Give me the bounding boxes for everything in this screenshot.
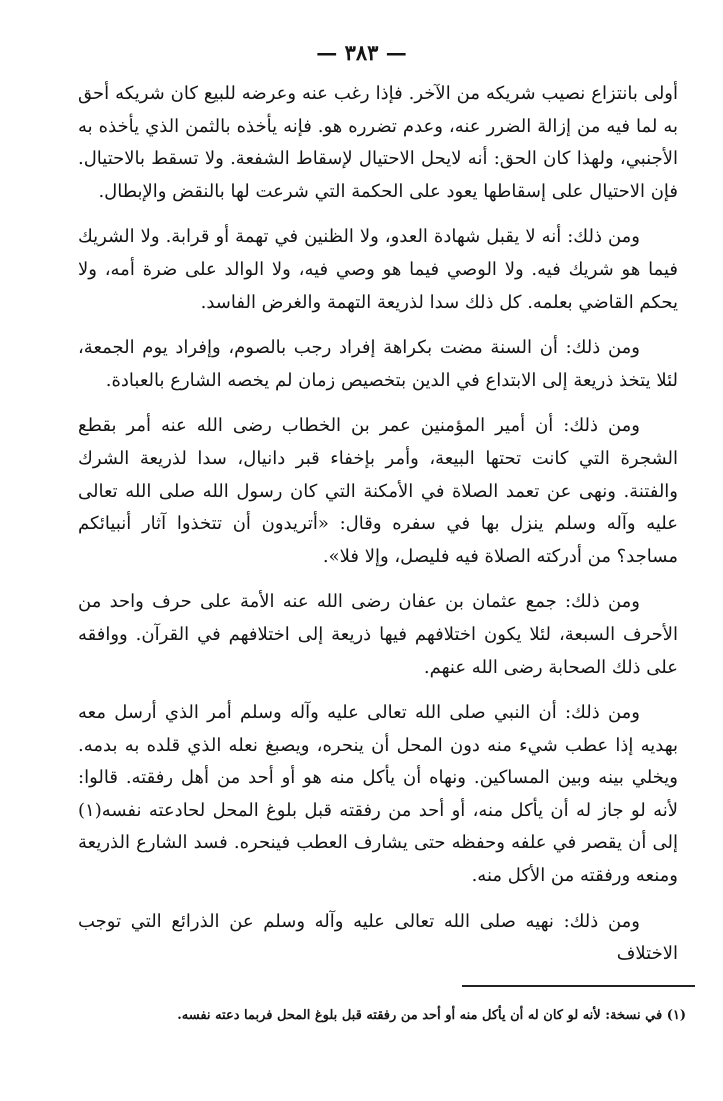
paragraph-hady: ومن ذلك: أن النبي صلى الله تعالى عليه وآله وسلم أمر الذي أرسل معه بهديه إذا عطب شيء منه دون المحل أن ينحره، ويصبغ نعله الذي قلده به بدمه. ويخلي بينه وبين المساكين. ونهاه أن يأكل منه هو أو أحد من أهل رفقته. قالوا: لأنه لو جاز له أن يأكل منه، أو أحد من رفقته قبل بلوغ المحل لحادعته نفسه(١) إلى أن يقصر في علفه وحفظه حتى يشارف العطب فينحره. فسد الشارع الذريعة ومنعه ورفقته من الأكل منه. (78, 702, 678, 887)
page-number: — ٣٨٣ — (316, 40, 407, 65)
footnote-divider (462, 985, 695, 987)
paragraph-uthman: ومن ذلك: جمع عثمان بن عفان رضى الله عنه الأمة على حرف واحد من الأحرف السبعة، لئلا يكون اختلافهم فيها ذريعة إلى اختلافهم في القرآن. ووافقه على ذلك الصحابة رضى الله عنهم. (78, 591, 678, 678)
paragraph-testimony: ومن ذلك: أنه لا يقبل شهادة العدو، ولا الظنين في تهمة أو قرابة. ولا الشريك فيما هو شريك فيه. ولا الوصي فيما هو وصي فيه، ولا الوالد على ضرة أمه، ولا يحكم القاضي بعلمه. كل ذلك سدا لذريعة التهمة والغرض الفاسد. (78, 226, 678, 313)
paragraph-shufa: أولى بانتزاع نصيب شريكه من الآخر. فإذا رغب عنه وعرضه للبيع كان شريكه أحق به لما فيه من إزالة الضرر عنه، وعدم تضرره هو. فإنه يأخذه بالثمن الذي يأخذه به الأجنبي، ولهذا كان الحق: أنه لايحل الاحتيال لإسقاط الشفعة. ولا تسقط بالاحتيال. فإن الاحتيال على إسقاطها يعود على الحكمة التي شرعت لها بالنقض والإبطال. (78, 83, 678, 202)
footnote: (١) في نسخة: لأنه لو كان له أن يأكل منه أو أحد من رفقته قبل بلوغ المحل فربما دعته نفسه. (177, 1008, 686, 1023)
body-text (78, 78, 678, 984)
paragraph-dhara-i: ومن ذلك: نهيه صلى الله تعالى عليه وآله وسلم عن الذرائع التي توجب الاختلاف (78, 910, 678, 965)
paragraph-fasting: ومن ذلك: أن السنة مضت بكراهة إفراد رجب بالصوم، وإفراد يوم الجمعة، لئلا يتخذ ذريعة إلى الابتداع في الدين بتخصيص زمان لم يخصه الشارع بالعبادة. (78, 337, 678, 391)
paragraph-umar: ومن ذلك: أن أمير المؤمنين عمر بن الخطاب رضى الله عنه أمر بقطع الشجرة التي كانت تحتها البيعة، وأمر بإخفاء قبر دانيال، سدا لذريعة الشرك والفتنة. ونهى عن تعمد الصلاة في الأمكنة التي كان رسول الله صلى الله تعالى عليه وآله وسلم ينزل بها في سفره وقال: «أتريدون أن تتخذوا آثار أنبيائكم مساجد؟ من أدركته الصلاة فيه فليصل، وإلا فلا». (78, 415, 678, 567)
